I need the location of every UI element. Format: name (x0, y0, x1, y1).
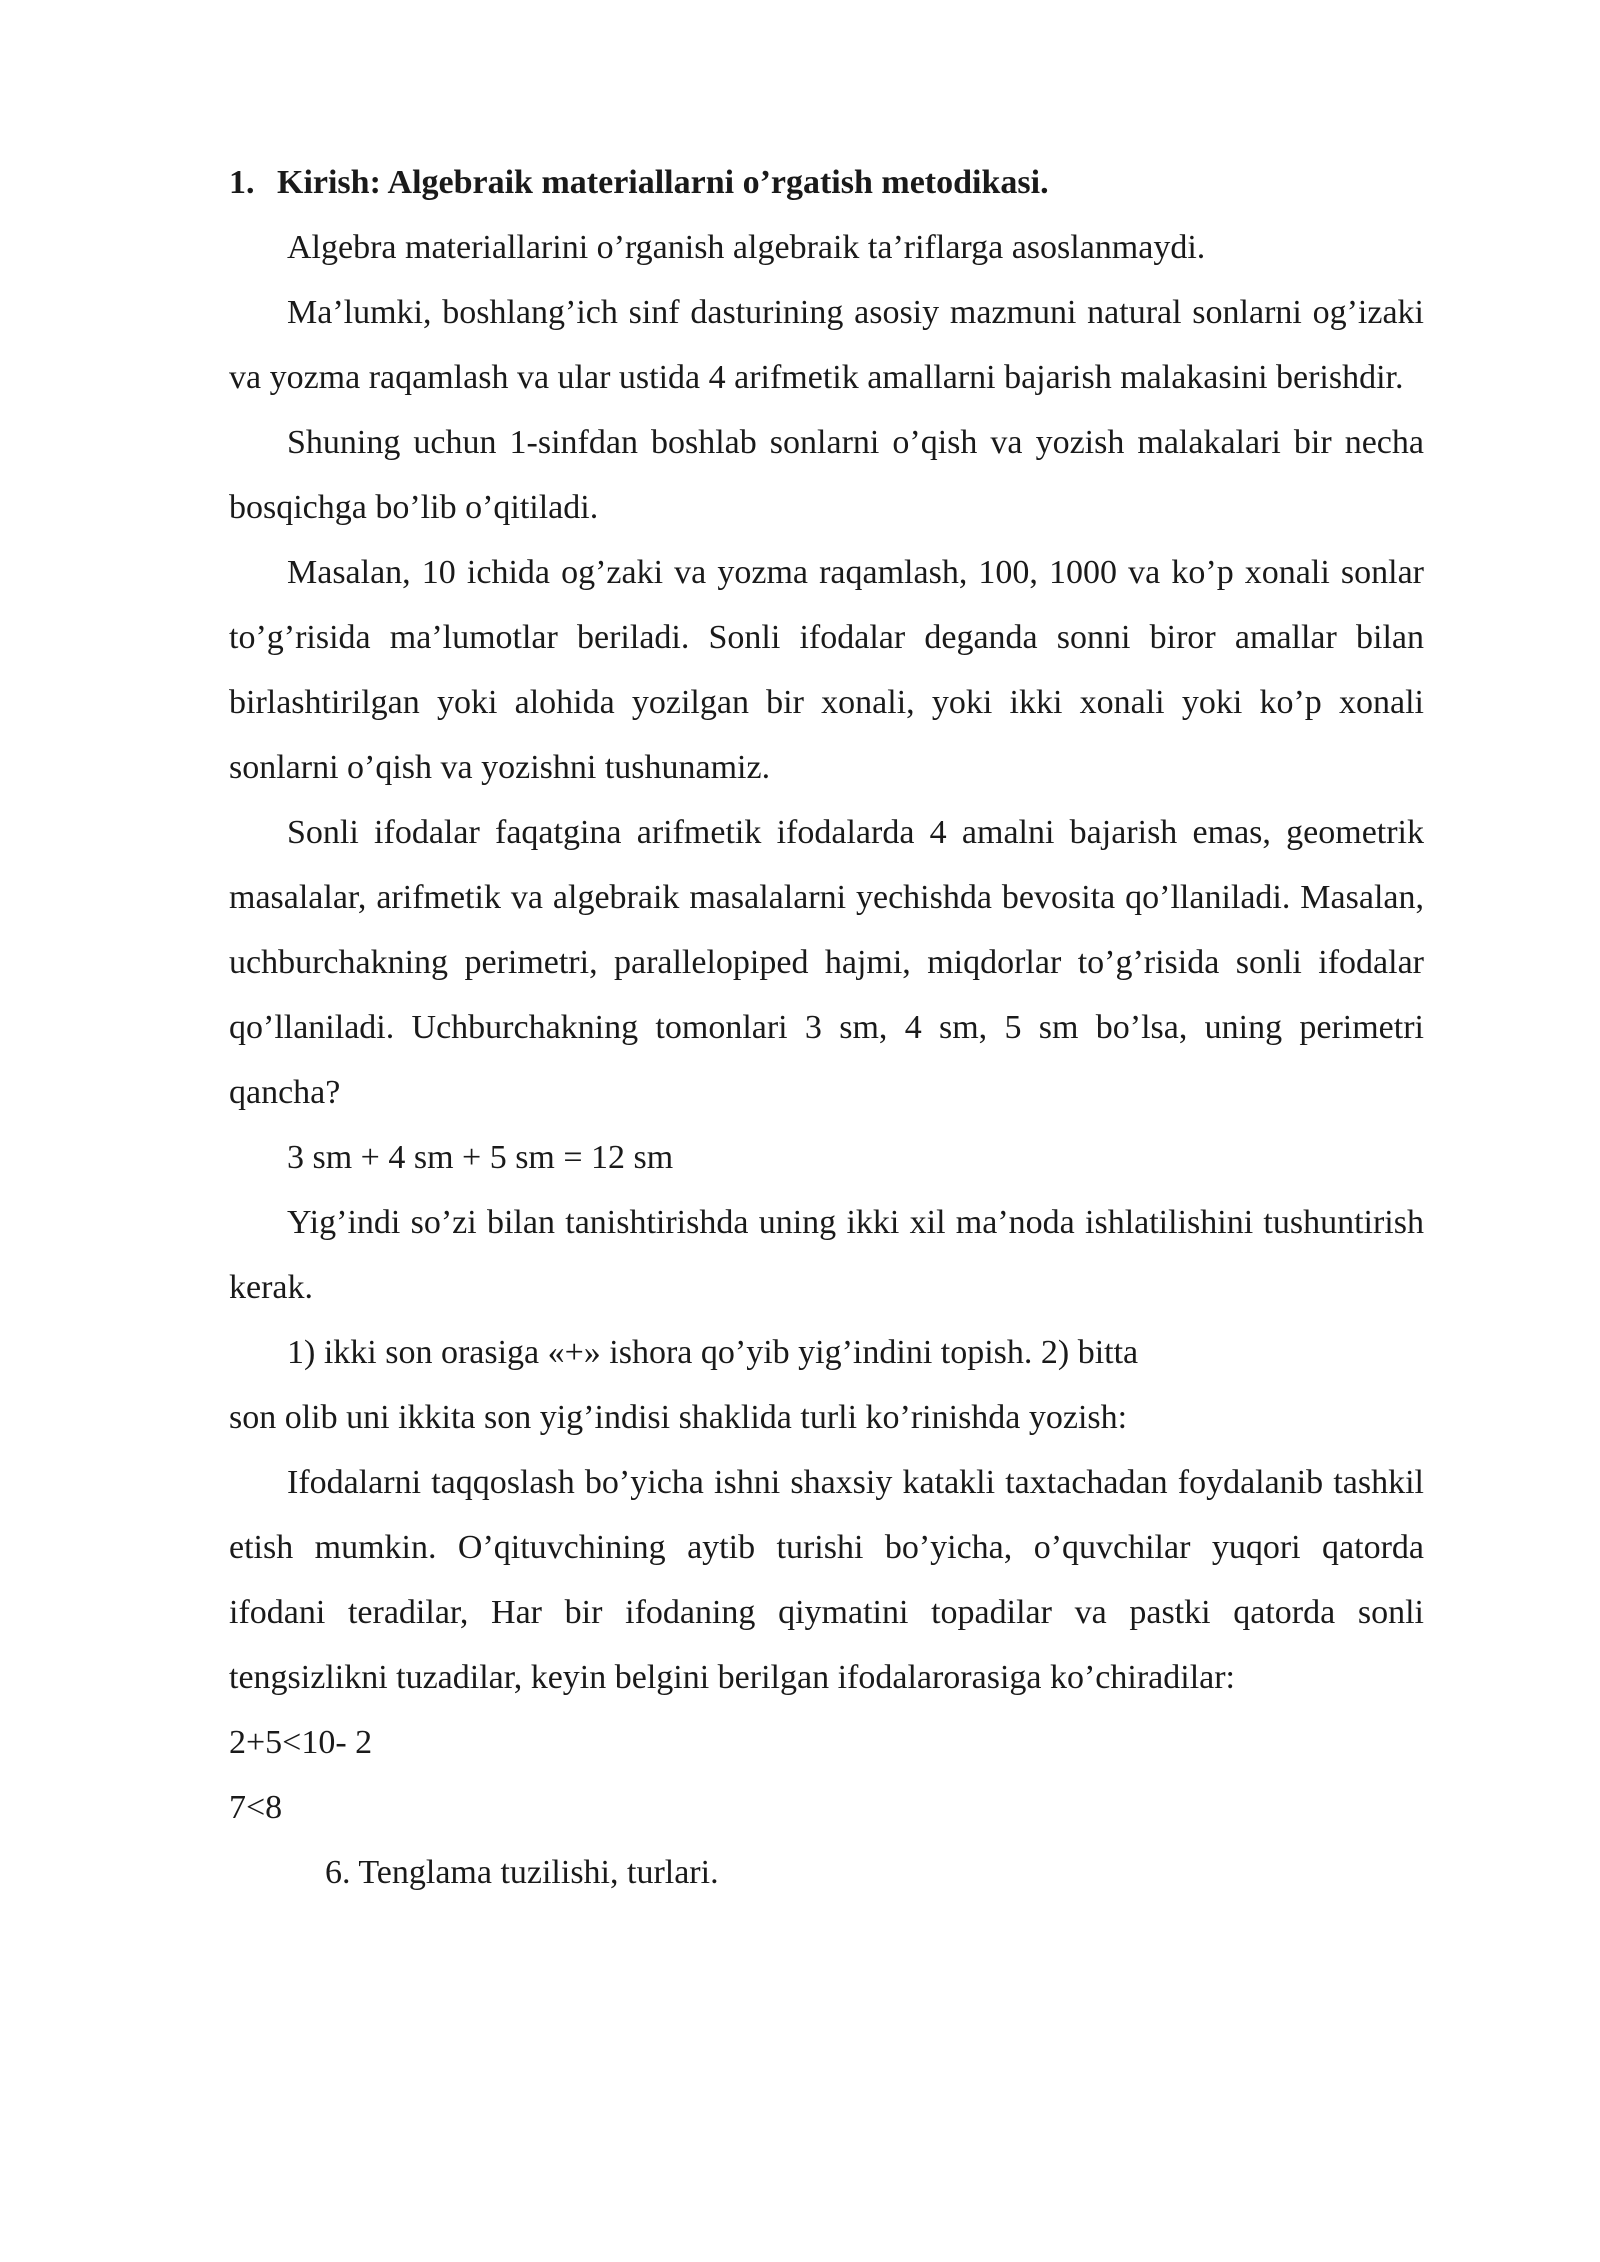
paragraph-3: Shuning uchun 1-sinfdan boshlab sonlarni o’qish va yozish malakalari bir necha bosqichga bo’lib o’qitiladi. (229, 424, 1424, 526)
document-page (229, 150, 1424, 1905)
paragraph-1: Algebra materiallarini o’rganish algebraik ta’riflarga asoslanmaydi. (287, 229, 1206, 266)
paragraph-8-line-2: son olib uni ikkita son yig’indisi shaklida turli ko’rinishda yozish: (229, 1399, 1128, 1436)
paragraph-5: Sonli ifodalar faqatgina arifmetik ifodalarda 4 amalni bajarish emas, geometrik masalalar, arifmetik va algebraik masalalarni yechishda bevosita qo’llaniladi. Masalan, uchburchakning perimetri, parallelopiped hajmi, miqdorlar to’g’risida sonli ifodalar qo’llaniladi. Uchburchakning tomonlari 3 sm, 4 sm, 5 sm bo’lsa, uning perimetri qancha? (229, 814, 1424, 1111)
formula-inequality-1: 2+5<10- 2 (229, 1724, 373, 1761)
section-heading-equation: 6. Tenglama tuzilishi, turlari. (325, 1854, 719, 1891)
section-heading-introduction (229, 150, 1424, 215)
paragraph-8-line-1: 1) ikki son orasiga «+» ishora qo’yib yig’indini topish. 2) bitta (287, 1334, 1139, 1371)
paragraph-9: Ifodalarni taqqoslash bo’yicha ishni shaxsiy katakli taxtachadan foydalanib tashkil etish mumkin. O’qituvchining aytib turishi bo’yicha, o’quvchilar yuqori qatorda ifodani teradilar, Har bir ifodaning qiymatini topadilar va pastki qatorda sonli tengsizlikni tuzadilar, keyin belgini berilgan ifodalarorasiga ko’chiradilar: (229, 1464, 1424, 1696)
paragraph-4: Masalan, 10 ichida og’zaki va yozma raqamlash, 100, 1000 va ko’p xonali sonlar to’g’risida ma’lumotlar beriladi. Sonli ifodalar deganda sonni biror amallar bilan birlashtirilgan yoki alohida yozilgan bir xonali, yoki ikki xonali yoki ko’p xonali sonlarni o’qish va yozishni tushunamiz. (229, 554, 1424, 786)
paragraph-6-equation: 3 sm + 4 sm + 5 sm = 12 sm (287, 1139, 674, 1176)
heading-text: Kirish: Algebraik materiallarni o’rgatish metodikasi. (277, 164, 1049, 201)
heading-number: 1. (229, 164, 255, 201)
paragraph-7: Yig’indi so’zi bilan tanishtirishda uning ikki xil ma’noda ishlatilishini tushuntirish kerak. (229, 1204, 1424, 1306)
paragraph-2: Ma’lumki, boshlang’ich sinf dasturining asosiy mazmuni natural sonlarni og’izaki va yozma raqamlash va ular ustida 4 arifmetik amallarni bajarish malakasini berishdir. (229, 294, 1424, 396)
formula-inequality-2: 7<8 (229, 1789, 283, 1826)
